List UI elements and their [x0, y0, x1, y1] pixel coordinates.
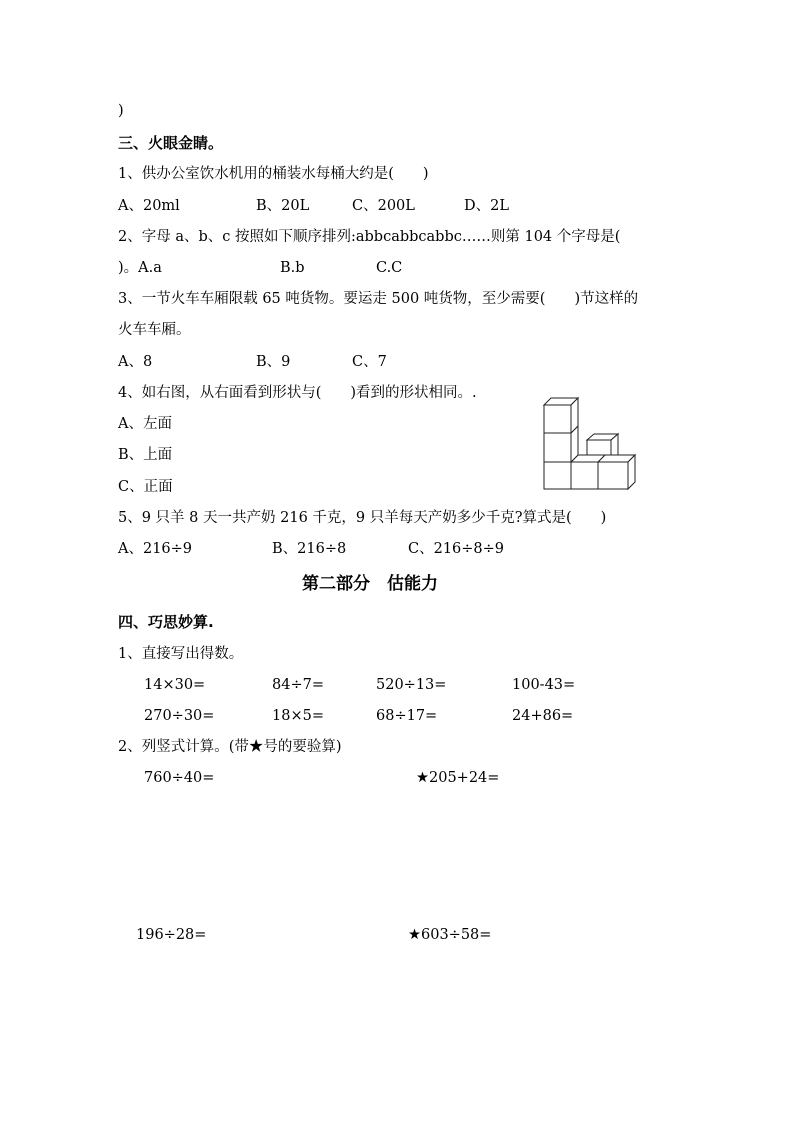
q4-stem: 4、如右图，从右面看到形状与( )看到的形状相同。.	[118, 385, 477, 401]
q5-option-a: A、216÷9	[118, 541, 193, 557]
q1-option-a: A、20ml	[118, 198, 180, 214]
cube-bottom-right	[598, 455, 635, 489]
section-4-title: 四、巧思妙算.	[118, 613, 214, 631]
q1-option-c: C、200L	[352, 198, 415, 214]
q3-option-b: B、9	[256, 354, 291, 370]
q4-option-b: B、上面	[118, 447, 173, 463]
vertical-calc-3: 196÷28=	[136, 927, 207, 943]
oral-calc-3: 520÷13=	[376, 677, 447, 693]
oral-calc-8: 24+86=	[512, 708, 574, 724]
q3-option-a: A、8	[118, 354, 153, 370]
q2-stem: 2、字母 a、b、c 按照如下顺序排列:abbcabbcabbc……则第 104 个字母是(	[118, 229, 621, 245]
q4-option-c: C、正面	[118, 479, 173, 495]
continued-paren: )	[118, 103, 124, 119]
vertical-calc-2: ★205+24=	[416, 770, 500, 786]
cube-bottom-left	[544, 462, 571, 489]
q3-stem: 3、一节火车车厢限载 65 吨货物。要运走 500 吨货物，至少需要( )节这样的	[118, 291, 639, 307]
stacked-cubes-figure	[540, 396, 640, 492]
oral-calc-4: 100-43=	[512, 677, 576, 693]
oral-calc-7: 68÷17=	[376, 708, 438, 724]
q2-option-c: C.C	[376, 260, 403, 276]
q3-option-c: C、7	[352, 354, 387, 370]
oral-calc-2: 84÷7=	[272, 677, 324, 693]
q2-line2-option-a: )。A.a	[118, 260, 162, 276]
oral-calc-5: 270÷30=	[144, 708, 215, 724]
q1-stem: 1、供办公室饮水机用的桶装水每桶大约是( )	[118, 166, 429, 182]
q1-option-d: D、2L	[464, 198, 509, 214]
q4-option-a: A、左面	[118, 416, 172, 432]
q5-option-b: B、216÷8	[272, 541, 347, 557]
q5-stem: 5、9 只羊 8 天一共产奶 216 千克，9 只羊每天产奶多少千克?算式是( )	[118, 510, 607, 526]
q2-option-b: B.b	[280, 260, 305, 276]
oral-calc-6: 18×5=	[272, 708, 324, 724]
q5-option-c: C、216÷8÷9	[408, 541, 505, 557]
q3-line2: 火车车厢。	[118, 322, 191, 338]
oral-calc-1: 14×30=	[144, 677, 206, 693]
part-2-title: 第二部分 估能力	[302, 574, 438, 594]
section-4-sub2: 2、列竖式计算。(带★号的要验算)	[118, 739, 342, 755]
vertical-calc-4: ★603÷58=	[408, 927, 492, 943]
section-4-sub1: 1、直接写出得数。	[118, 646, 244, 662]
q1-option-b: B、20L	[256, 198, 310, 214]
cube-top-left	[544, 398, 578, 433]
section-3-title: 三、火眼金睛。	[118, 134, 224, 152]
vertical-calc-1: 760÷40=	[144, 770, 215, 786]
